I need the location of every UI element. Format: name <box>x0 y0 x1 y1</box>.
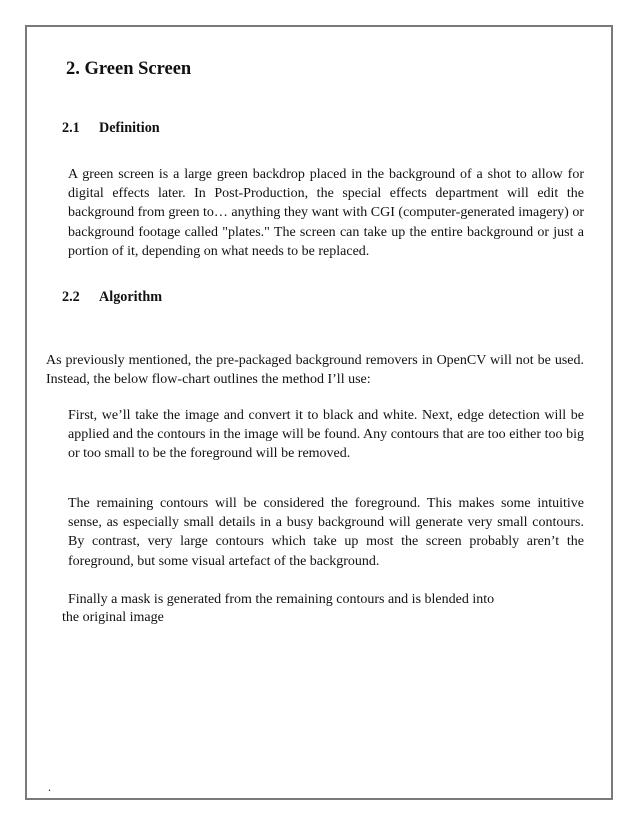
algorithm-step3-line2: the original image <box>62 610 164 625</box>
algorithm-number: 2.2 <box>62 289 80 305</box>
section-title: 2. Green Screen <box>66 59 192 79</box>
algorithm-intro-paragraph: As previously mentioned, the pre-packaged background removers in OpenCV will not be used. Instead, the below flow-chart outlines the method I’ll use: <box>46 353 584 388</box>
algorithm-title: Algorithm <box>99 289 163 305</box>
algorithm-heading <box>62 289 162 306</box>
definition-number: 2.1 <box>62 120 80 136</box>
definition-paragraph: A green screen is a large green backdrop placed in the background of a shot to allow for digital effects later. In Post-Production, the special effects department will edit the background from green to… anything they want with CGI (computer-generated imagery) or background footage called "plates." The screen can take up the entire background or just a portion of it, depending on what needs to be replaced. <box>68 167 584 259</box>
algorithm-step1-paragraph: First, we’ll take the image and convert it to black and white. Next, edge detection will be applied and the contours in the image will be found. Any contours that are too either too big or too small to be the foreground will be removed. <box>68 408 584 462</box>
algorithm-step2-paragraph: The remaining contours will be considered the foreground. This makes some intuitive sense, as especially small details in a busy background will generate very small contours. By contrast, very large contours which take up most the screen probably aren’t the foreground, but some visual artefact of the background. <box>68 496 584 569</box>
algorithm-step3-line1: Finally a mask is generated from the remaining contours and is blended into <box>68 592 495 607</box>
definition-title: Definition <box>99 120 160 136</box>
footer-dot: . <box>48 780 51 794</box>
definition-heading <box>62 120 160 137</box>
